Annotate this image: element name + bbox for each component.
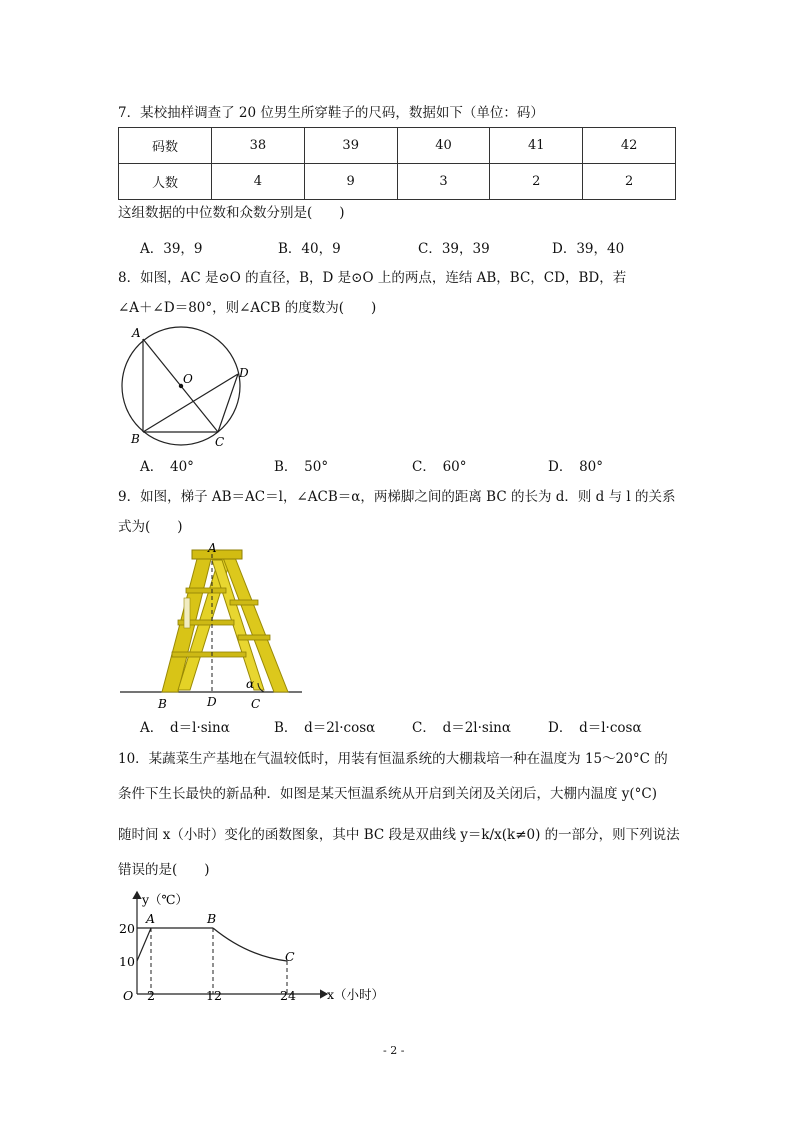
table-cell: 9	[304, 164, 397, 200]
circle-figure	[110, 320, 260, 455]
table-cell: 42	[583, 128, 676, 164]
page-number: - 2 -	[383, 1044, 405, 1057]
origin-label: O	[123, 988, 134, 1003]
label-d: D	[207, 695, 217, 709]
q9-stem-line2: 式为( )	[118, 519, 183, 535]
ladder-rung	[238, 635, 270, 640]
x-tick-12: 12	[206, 988, 222, 1003]
q8-stem-line2: ∠A＋∠D＝80°，则∠ACB 的度数为( )	[118, 300, 377, 316]
point-c-label: C	[285, 949, 295, 964]
option-c: C．39，39	[418, 241, 490, 257]
segment-oa	[137, 928, 151, 961]
option-a: A． 40°	[140, 459, 194, 475]
option-c: C． d＝2l·sinα	[412, 720, 511, 736]
ladder-figure	[118, 540, 308, 712]
table-cell: 3	[397, 164, 490, 200]
option-d: D．39，40	[552, 241, 625, 257]
x-axis-label: x（小时）	[327, 987, 385, 1002]
option-a: A．39，9	[140, 241, 203, 257]
q8-options	[140, 455, 603, 475]
q10-line4: 错误的是( )	[118, 862, 210, 878]
ladder-rung	[186, 588, 226, 593]
option-b: B． d＝2l·cosα	[274, 720, 376, 736]
table-row	[119, 164, 676, 200]
q7-stem: 7．某校抽样调查了 20 位男生所穿鞋子的尺码，数据如下（单位：码）	[118, 105, 544, 121]
y-tick-10: 10	[119, 954, 135, 969]
option-b: B． 50°	[274, 459, 329, 475]
curve-bc	[213, 928, 287, 961]
ladder-sticker	[184, 598, 190, 628]
option-b: B．40，9	[278, 241, 341, 257]
table-header-label: 码数	[119, 128, 212, 164]
label-b: B	[131, 432, 140, 446]
table-cell: 40	[397, 128, 490, 164]
ladder-rung	[172, 652, 246, 657]
ladder-top	[192, 550, 242, 559]
q10-line3: 随时间 x（小时）变化的函数图象，其中 BC 段是双曲线 y＝k/x(k≠0) 的一部分，则下列说法	[118, 827, 680, 843]
q7-question: 这组数据的中位数和众数分别是( )	[118, 205, 345, 221]
y-axis-label: y（℃）	[142, 892, 189, 907]
temperature-graph	[115, 888, 395, 1008]
label-a: A	[132, 326, 141, 340]
label-d: D	[239, 366, 249, 380]
q7-options	[140, 237, 624, 257]
q8-stem-line1: 8．如图，AC 是⊙O 的直径，B，D 是⊙O 上的两点，连结 AB，BC，CD，BD，若	[118, 270, 627, 286]
option-a: A． d＝l·sinα	[140, 720, 230, 736]
x-tick-2: 2	[147, 988, 155, 1003]
point-b-label: B	[207, 911, 217, 926]
option-d: D． 80°	[548, 459, 604, 475]
ladder-rung	[230, 600, 258, 605]
table-cell: 38	[212, 128, 305, 164]
table-cell: 41	[490, 128, 583, 164]
x-tick-24: 24	[280, 988, 296, 1003]
label-c: C	[215, 435, 225, 449]
label-c: C	[251, 697, 261, 711]
table-cell: 2	[490, 164, 583, 200]
table-cell: 39	[304, 128, 397, 164]
table-row	[119, 128, 676, 164]
point-a-label: A	[146, 911, 156, 926]
y-tick-20: 20	[119, 921, 135, 936]
label-alpha: α	[246, 677, 255, 691]
table-row-label: 人数	[119, 164, 212, 200]
label-b: B	[158, 697, 167, 711]
q9-stem-line1: 9．如图，梯子 AB＝AC＝l，∠ACB＝α，两梯脚之间的距离 BC 的长为 d．则 d 与 l 的关系	[118, 489, 676, 505]
segment-cd	[218, 374, 238, 432]
option-c: C． 60°	[412, 459, 467, 475]
table-cell: 2	[583, 164, 676, 200]
shoe-size-table	[118, 127, 676, 200]
table-cell: 4	[212, 164, 305, 200]
q10-line2: 条件下生长最快的新品种．如图是某天恒温系统从开启到关闭及关闭后，大棚内温度 y(°C)	[118, 786, 658, 802]
q9-options	[140, 716, 642, 736]
option-d: D． d＝l·cosα	[548, 720, 642, 736]
label-o: O	[183, 372, 193, 386]
label-a: A	[208, 541, 217, 555]
q10-line1: 10．某蔬菜生产基地在气温较低时，用装有恒温系统的大棚栽培一种在温度为 15～20°C 的	[118, 751, 668, 767]
